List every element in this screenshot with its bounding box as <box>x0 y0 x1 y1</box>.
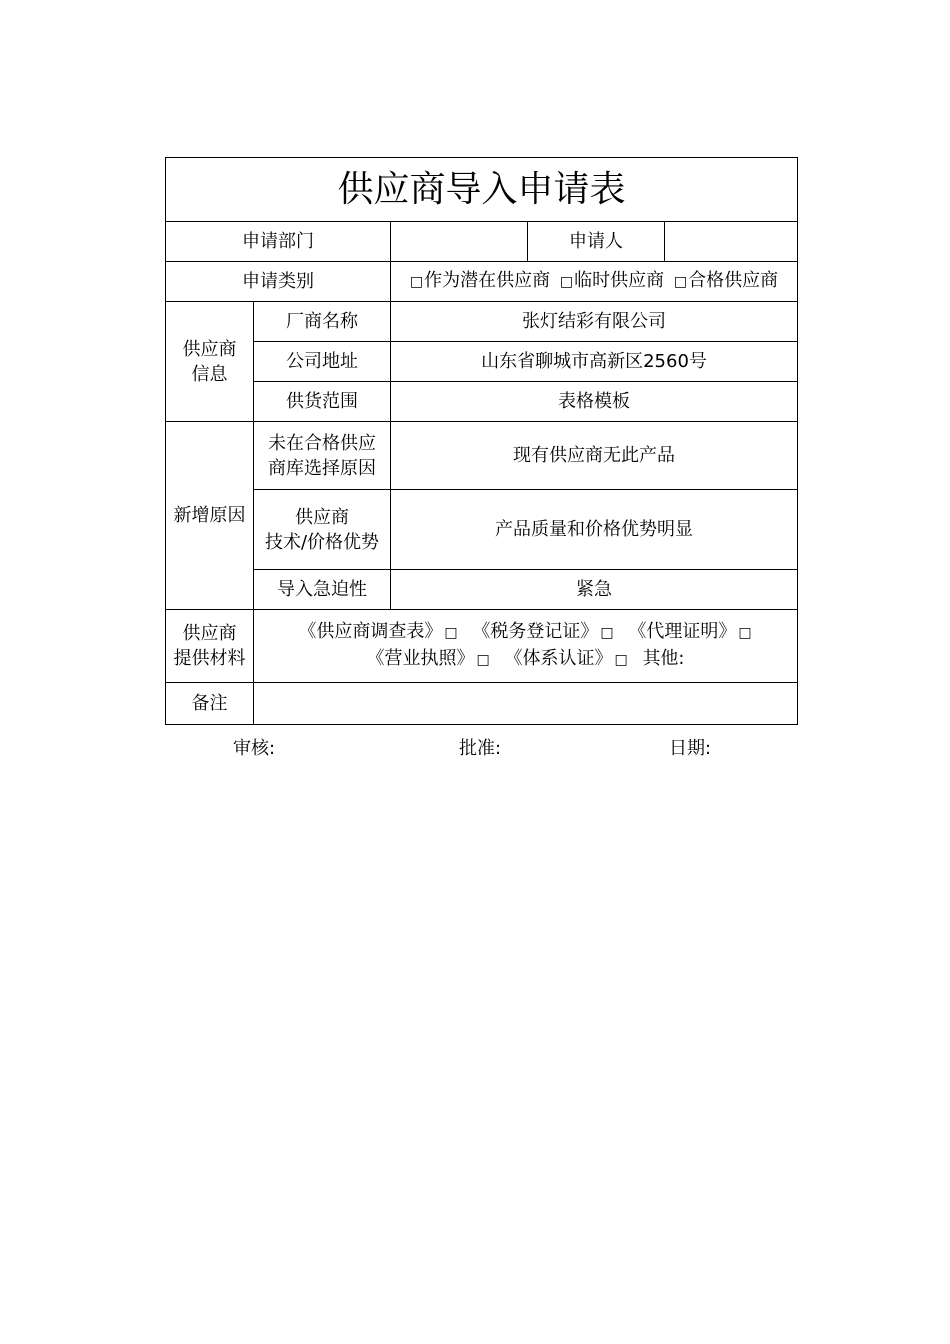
checkbox-icon: □ <box>673 274 688 290</box>
supplier-advantage-label <box>254 490 391 570</box>
advantage-label-line: 技术/价格优势 <box>264 531 380 553</box>
supplier-advantage-value[interactable]: 产品质量和价格优势明显 <box>391 490 798 570</box>
material-other[interactable]: 其他: <box>642 648 685 669</box>
material-label: 《税务登记证》 <box>472 621 599 642</box>
material-label: 《供应商调查表》 <box>298 621 443 642</box>
material-agency-proof[interactable] <box>628 619 752 646</box>
vendor-name-value[interactable]: 张灯结彩有限公司 <box>391 302 798 342</box>
advantage-label-line: 供应商 <box>295 506 349 528</box>
applicant-label: 申请人 <box>528 222 665 262</box>
materials-label <box>166 610 254 683</box>
department-label: 申请部门 <box>166 222 391 262</box>
vendor-name-label: 厂商名称 <box>254 302 391 342</box>
material-system-certification[interactable] <box>504 646 628 673</box>
department-field[interactable] <box>391 222 528 262</box>
category-option-label: 作为潜在供应商 <box>424 270 551 291</box>
checkbox-icon: □ <box>409 274 424 290</box>
approve-label: 批准: <box>459 738 502 759</box>
material-label: 《体系认证》 <box>504 648 613 669</box>
material-survey-form[interactable] <box>298 619 458 646</box>
material-label: 《代理证明》 <box>628 621 737 642</box>
category-options <box>391 262 798 302</box>
new-reason-label: 新增原因 <box>166 422 254 610</box>
urgency-label: 导入急迫性 <box>254 570 391 610</box>
reason-label-line: 未在合格供应 <box>268 432 376 454</box>
form-title: 供应商导入申请表 <box>166 158 798 222</box>
urgency-value[interactable]: 紧急 <box>391 570 798 610</box>
checkbox-icon: □ <box>559 274 574 290</box>
supplier-info-label-line: 供应商 <box>182 338 237 360</box>
category-option-qualified[interactable] <box>674 268 778 295</box>
category-option-label: 临时供应商 <box>574 270 665 291</box>
signature-footer <box>165 734 797 758</box>
remarks-label: 备注 <box>166 683 254 725</box>
supplier-info-label-line: 信息 <box>191 363 228 385</box>
supplier-application-form <box>165 157 798 725</box>
checkbox-icon: □ <box>738 625 752 641</box>
category-option-label: 合格供应商 <box>688 270 779 291</box>
checkbox-icon: □ <box>444 625 458 641</box>
remarks-field[interactable] <box>254 683 798 725</box>
materials-label-line: 供应商 <box>182 623 237 644</box>
materials-line <box>254 646 797 673</box>
reason-label-line: 商库选择原因 <box>268 457 376 479</box>
materials-line <box>254 619 797 646</box>
materials-label-line: 提供材料 <box>173 648 246 669</box>
checkbox-icon: □ <box>476 652 490 668</box>
checkbox-icon: □ <box>614 652 628 668</box>
supply-scope-value[interactable]: 表格模板 <box>391 382 798 422</box>
supply-scope-label: 供货范围 <box>254 382 391 422</box>
material-label: 《营业执照》 <box>366 648 475 669</box>
category-label: 申请类别 <box>166 262 391 302</box>
company-address-label: 公司地址 <box>254 342 391 382</box>
material-tax-certificate[interactable] <box>472 619 614 646</box>
category-option-potential[interactable] <box>410 268 550 295</box>
date-label: 日期: <box>669 738 712 759</box>
material-business-license[interactable] <box>367 646 491 673</box>
category-option-temporary[interactable] <box>560 268 664 295</box>
checkbox-icon: □ <box>600 625 614 641</box>
materials-options <box>254 610 798 683</box>
applicant-field[interactable] <box>665 222 798 262</box>
review-label: 审核: <box>233 738 276 759</box>
supplier-info-label <box>166 302 254 422</box>
not-in-library-reason-label <box>254 422 391 490</box>
company-address-value[interactable]: 山东省聊城市高新区2560号 <box>391 342 798 382</box>
not-in-library-reason-value[interactable]: 现有供应商无此产品 <box>391 422 798 490</box>
